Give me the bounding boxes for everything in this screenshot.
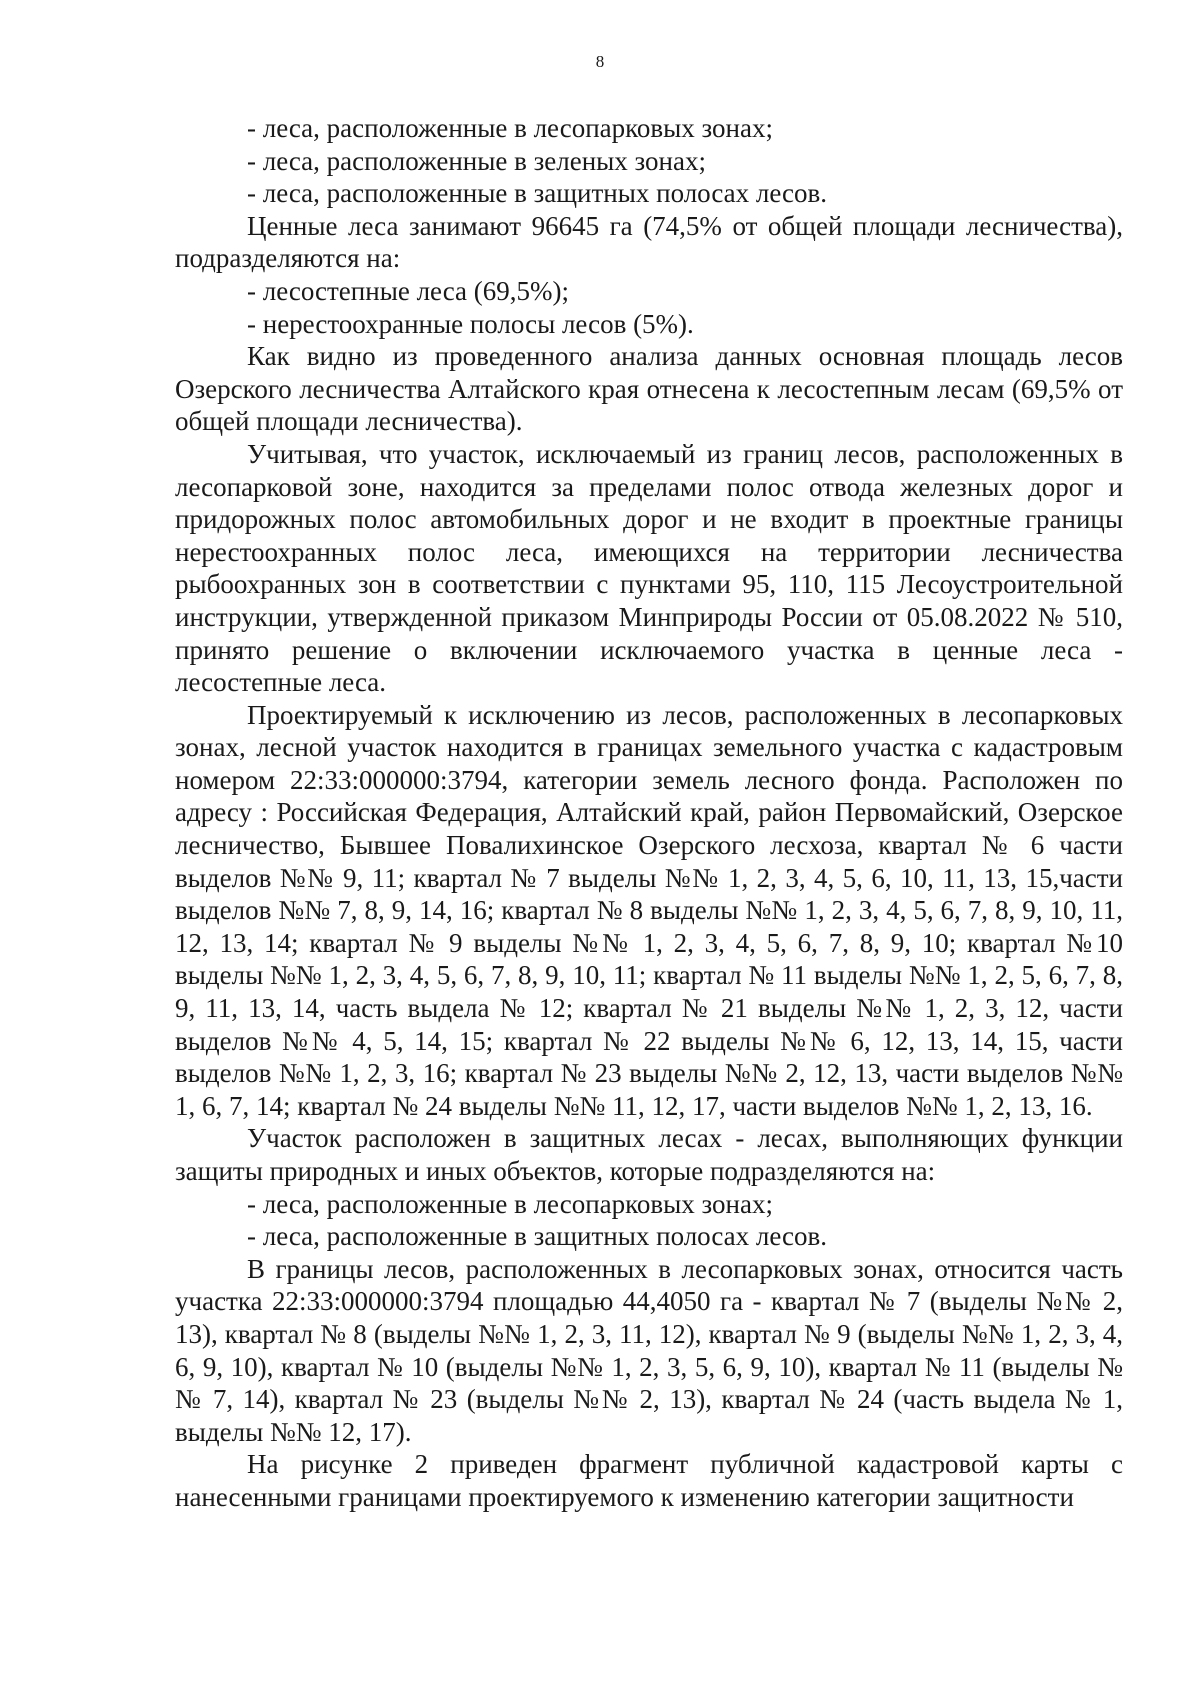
list-item: - леса, расположенные в зеленых зонах; xyxy=(247,145,706,176)
paragraph-plot-location: Проектируемый к исключению из лесов, расположенных в лесопарковых зонах, лесной участок находится в границах земельного участка с кадастровым номером 22:33:000000:3794, категории земель лесного фонда. Расположен по адресу : Российская Федерация, Алтайский край, район Первомайский, Озерское лесничество, Бывшее Повалихинское Озерского лесхоза, квартал № 6 части выделов №№ 9, 11; квартал № 7 выделы №№ 1, 2, 3, 4, 5, 6, 10, 11, 13, 15,части выделов №№ 7, 8, 9, 14, 16; квартал № 8 выделы №№ 1, 2, 3, 4, 5, 6, 7, 8, 9, 10, 11, 12, 13, 14; квартал № 9 выделы №№ 1, 2, 3, 4, 5, 6, 7, 8, 9, 10; квартал №10 выделы №№ 1, 2, 3, 4, 5, 6, 7, 8, 9, 10, 11; квартал № 11 выделы №№ 1, 2, 5, 6, 7, 8, 9, 11, 13, 14, часть выдела № 12; квартал № 21 выделы №№ 1, 2, 3, 12, части выделов №№ 4, 5, 14, 15; квартал № 22 выделы №№ 6, 12, 13, 14, 15, части выделов №№ 1, 2, 3, 16; квартал № 23 выделы №№ 2, 12, 13, части выделов №№ 1, 6, 7, 14; квартал № 24 выделы №№ 11, 12, 17, части выделов №№ 1, 2, 13, 16. xyxy=(175,699,1123,1121)
paragraph-analysis: Как видно из проведенного анализа данных основная площадь лесов Озерского лесничества Алтайского края отнесена к лесостепным лесам (69,5% от общей площади лесничества). xyxy=(175,341,1123,437)
paragraph-decision: Учитывая, что участок, исключаемый из границ лесов, расположенных в лесопарковой зоне, находится за пределами полос отвода железных дорог и придорожных полос автомобильных дорог и не входит в проектные границы нерестоохранных полос леса, имеющихся на территории лесничества рыбоохранных зон в соответствии с пунктами 95, 110, 115 Лесоустроительной инструкции, утвержденной приказом Минприроды России от 05.08.2022 № 510, принято решение о включении исключаемого участка в ценные леса - лесостепные леса. xyxy=(175,438,1123,698)
paragraph-valuable-forests: Ценные леса занимают 96645 га (74,5% от общей площади лесничества), подразделяются на: xyxy=(175,210,1123,274)
list-item: - леса, расположенные в лесопарковых зонах; xyxy=(247,1188,773,1219)
paragraph-protective-forests: Участок расположен в защитных лесах - лесах, выполняющих функции защиты природных и иных объектов, которые подразделяются на: xyxy=(175,1123,1123,1186)
paragraph-forest-park-boundaries: В границы лесов, расположенных в лесопарковых зонах, относится часть участка 22:33:000000:3794 площадью 44,4050 га - квартал № 7 (выделы №№ 2, 13), квартал № 8 (выделы №№ 1, 2, 3, 11, 12), квартал № 9 (выделы №№ 1, 2, 3, 4, 6, 9, 10), квартал № 10 (выделы №№ 1, 2, 3, 5, 6, 9, 10), квартал № 11 (выделы №№ 7, 14), квартал № 23 (выделы №№ 2, 13), квартал № 24 (часть выдела № 1, выделы №№ 12, 17). xyxy=(175,1253,1123,1447)
list-item: - леса, расположенные в лесопарковых зонах; xyxy=(247,113,773,143)
page-number: 8 xyxy=(595,52,605,71)
document-body xyxy=(175,112,1123,1514)
list-item: - леса, расположенные в защитных полосах лесов. xyxy=(247,1221,828,1252)
list-item: - лесостепные леса (69,5%); xyxy=(247,275,569,306)
list-item: - леса, расположенные в защитных полосах лесов. xyxy=(247,178,828,209)
paragraph-figure-reference: На рисунке 2 приведен фрагмент публичной кадастровой карты с нанесенными границами проектируемого к изменению категории защитности xyxy=(175,1449,1123,1512)
list-item: - нерестоохранные полосы лесов (5%). xyxy=(247,308,694,339)
